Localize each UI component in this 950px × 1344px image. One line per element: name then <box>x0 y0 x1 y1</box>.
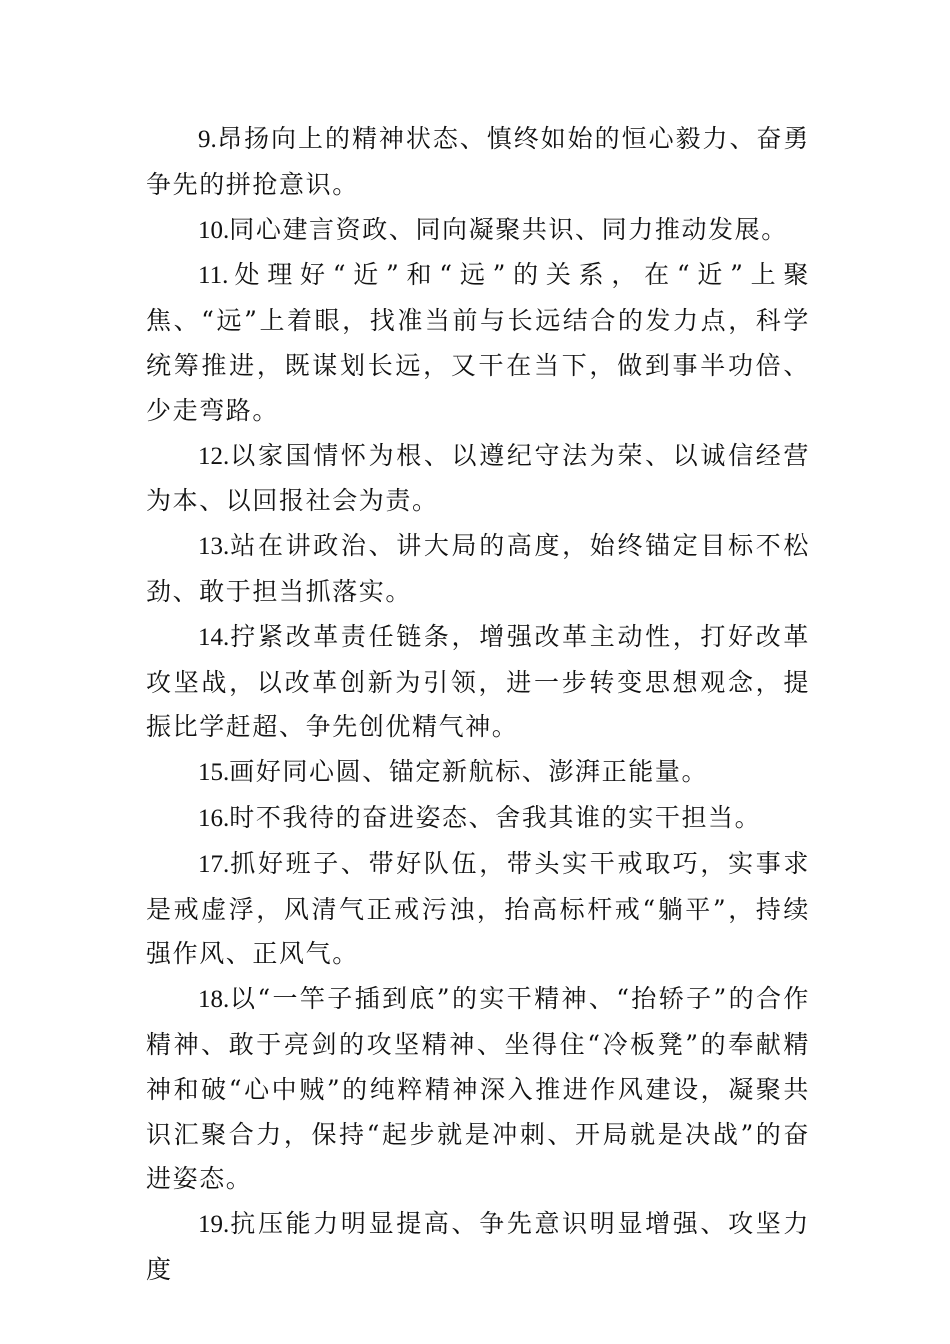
list-item <box>146 750 810 796</box>
item-number: 15. <box>198 759 230 787</box>
item-number: 10. <box>198 216 230 244</box>
item-text: 画好同心圆、锚定新航标、澎湃正能量。 <box>229 757 709 787</box>
item-text: 抓好班子、带好队伍，带头实干戒取巧，实事求是戒虚浮，风清气正戒污浊，抬高标杆戒“躺平”，持续强作风、正风气。 <box>146 848 810 969</box>
item-text: 站在讲政治、讲大局的高度，始终锚定目标不松劲、敢于担当抓落实。 <box>146 531 810 606</box>
item-text: 时不我待的奋进姿态、舍我其谁的实干担当。 <box>229 802 762 832</box>
item-number: 9. <box>198 126 217 153</box>
list-item <box>146 796 810 842</box>
item-text: 昂扬向上的精神状态、慎终如始的恒心毅力、奋勇争先的拼抢意识。 <box>146 124 810 199</box>
list-item <box>146 208 810 254</box>
item-text: 处理好“近”和“远”的关系，在“近”上聚焦、“远”上着眼，找准当前与长远结合的发力点，科学统筹推进，既谋划长远，又干在当下，做到事半功倍、少走弯路。 <box>146 260 810 425</box>
item-text: 拧紧改革责任链条，增强改革主动性，打好改革攻坚战，以改革创新为引领，进一步转变思想观念，提振比学赶超、争先创优精气神。 <box>146 621 810 742</box>
item-number: 17. <box>198 850 230 878</box>
list-item <box>146 434 810 525</box>
item-number: 14. <box>198 623 230 651</box>
item-number: 18. <box>198 986 230 1014</box>
item-text: 抗压能力明显提高、争先意识明显增强、攻坚力度 <box>146 1209 810 1284</box>
item-text: 以“一竿子插到底”的实干精神、“抬轿子”的合作精神、敢于亮剑的攻坚精神、坐得住“冷板凳”的奉献精神和破“心中贼”的纯粹精神深入推进作风建设，凝聚共识汇聚合力，保持“起步就是冲刺、开局就是决战”的奋进姿态。 <box>146 984 810 1194</box>
list-item <box>146 117 810 208</box>
list-item <box>146 977 810 1202</box>
item-number: 13. <box>198 533 230 561</box>
list-item <box>146 253 810 433</box>
list-item <box>146 1202 810 1293</box>
item-number: 11. <box>198 262 229 290</box>
item-number: 19. <box>198 1211 230 1239</box>
list-item <box>146 842 810 977</box>
item-number: 12. <box>198 442 230 470</box>
item-text: 同心建言资政、同向凝聚共识、同力推动发展。 <box>229 214 788 244</box>
document-body <box>146 117 810 1293</box>
list-item <box>146 615 810 750</box>
item-text: 以家国情怀为根、以遵纪守法为荣、以诚信经营为本、以回报社会为责。 <box>146 440 810 516</box>
item-number: 16. <box>198 804 230 832</box>
list-item <box>146 524 810 615</box>
